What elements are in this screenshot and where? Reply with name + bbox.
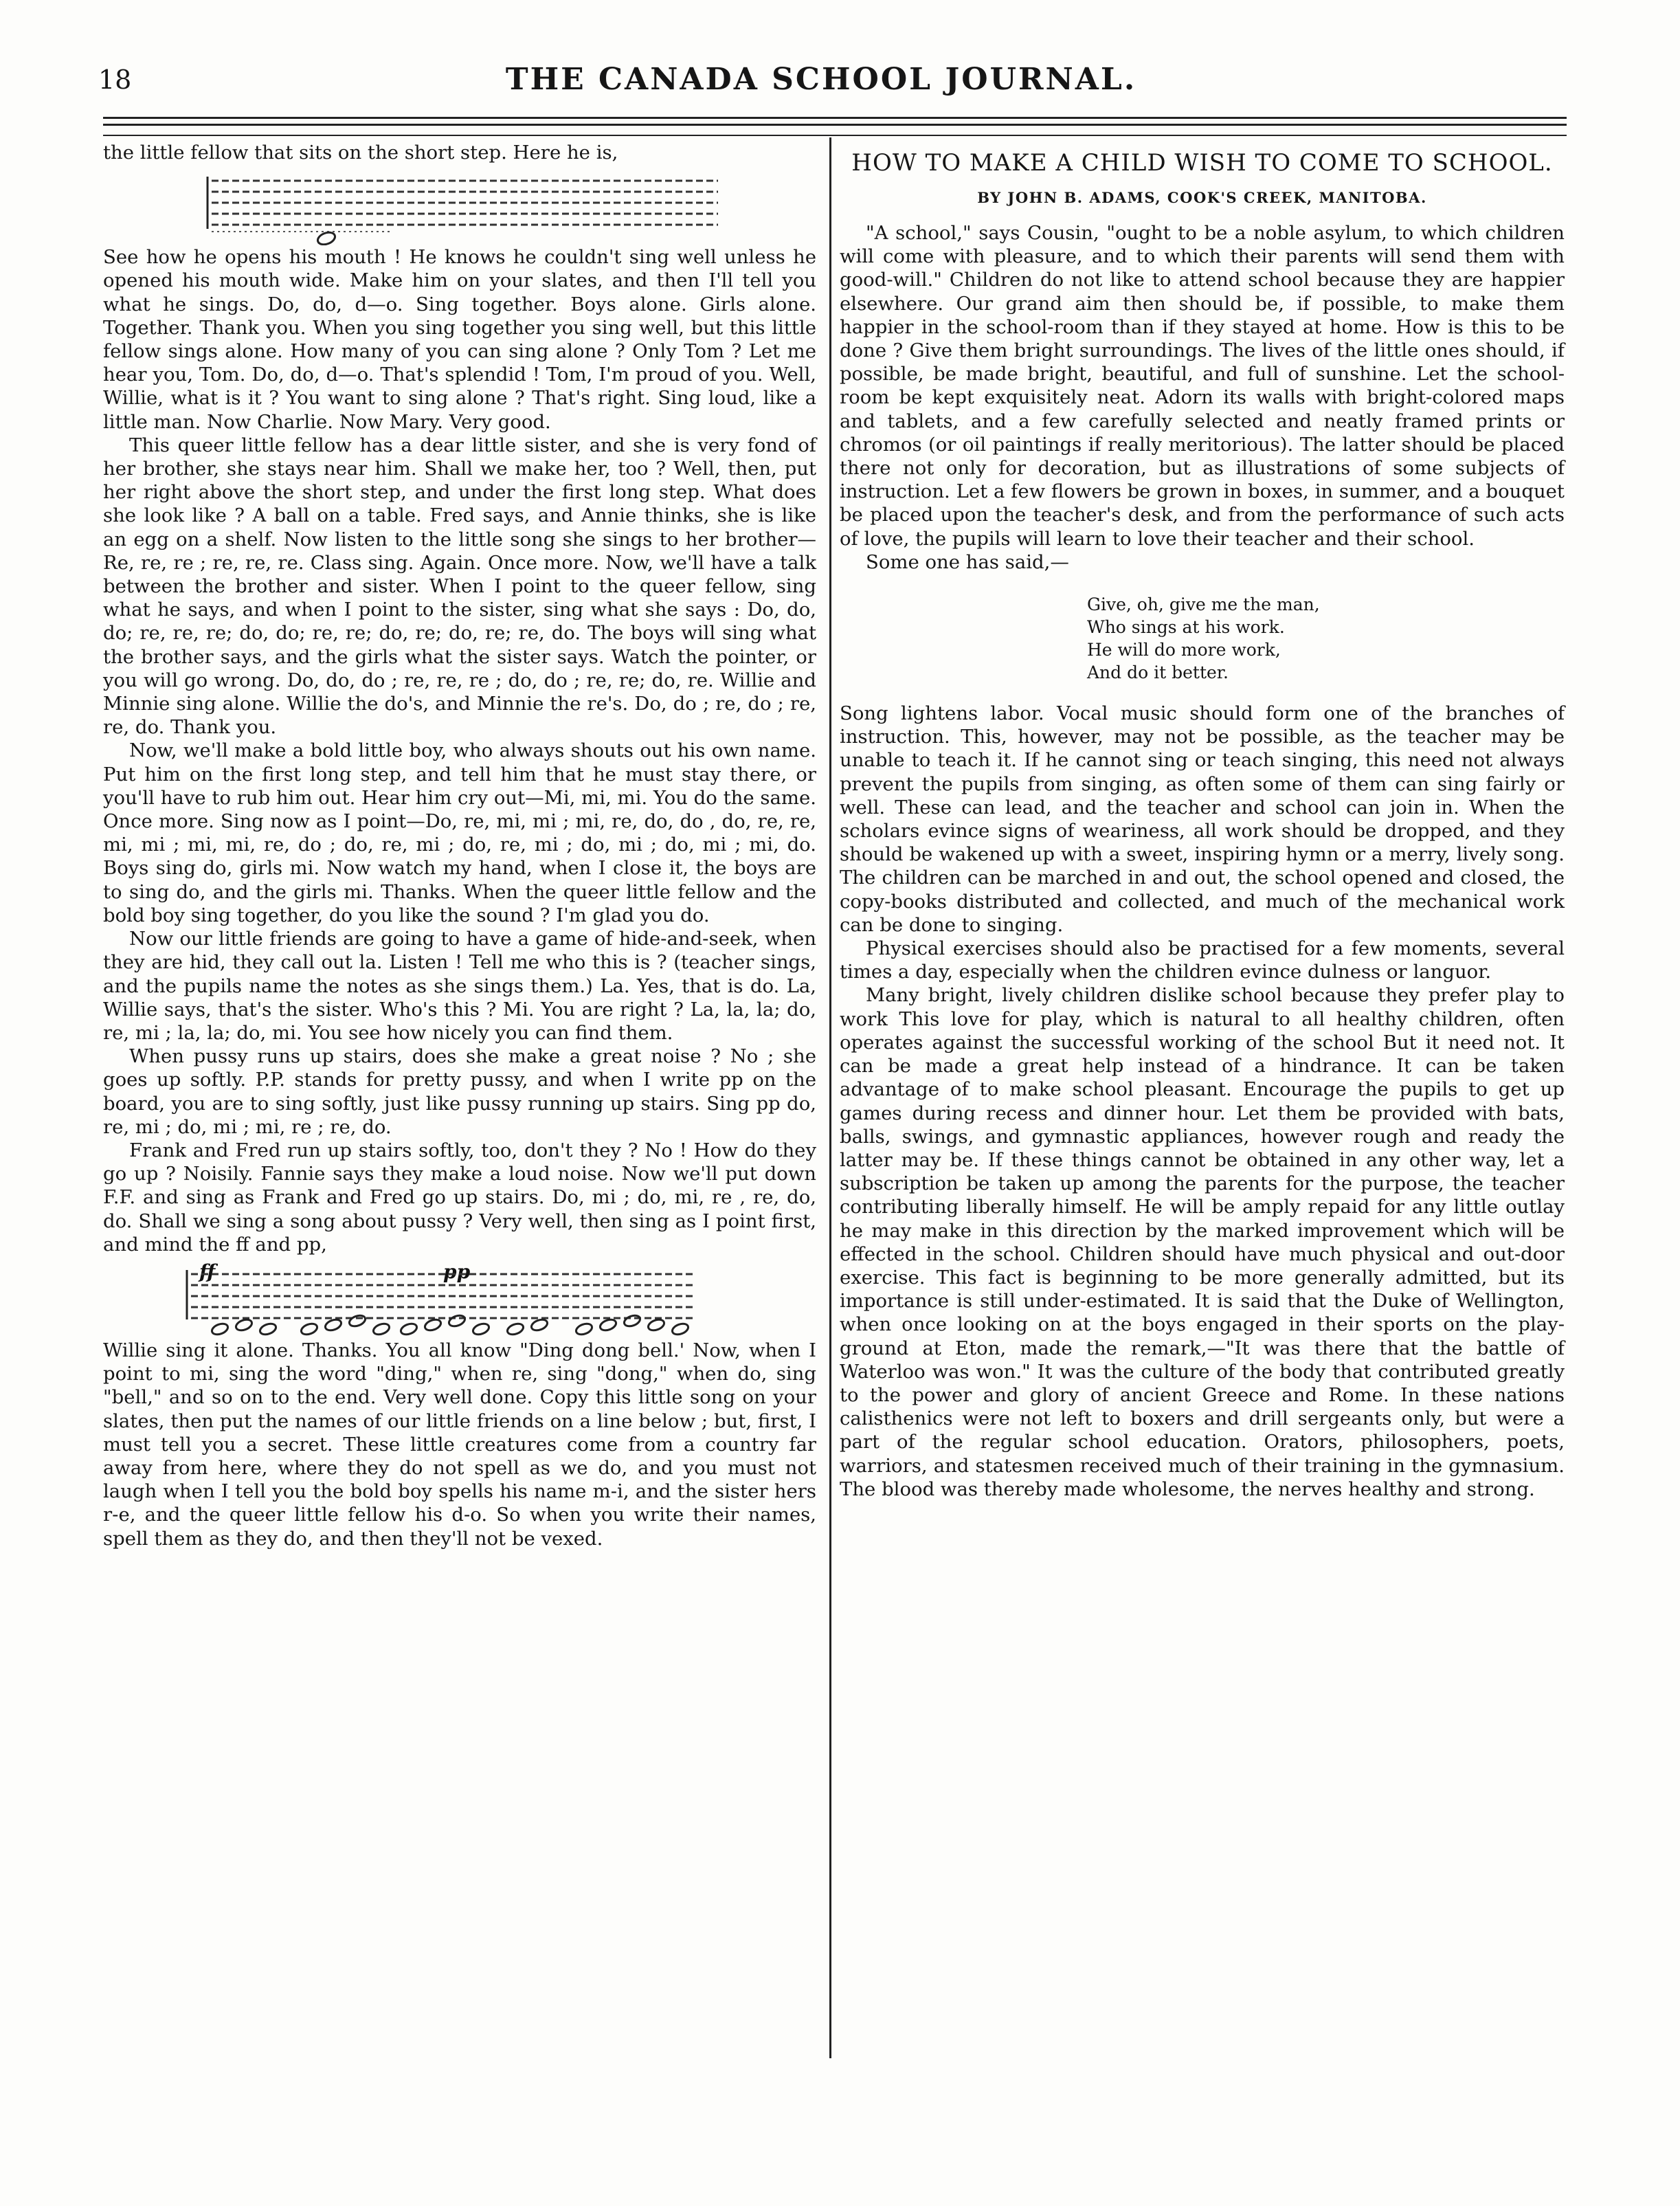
right-paragraph-4: Physical exercises should also be practised for a few moments, several times a day, especially when the children evince dulness or languor. xyxy=(840,937,1565,983)
right-column xyxy=(840,141,1565,1501)
whole-note xyxy=(210,1322,229,1336)
ff-dynamic-mark: ff xyxy=(199,1260,216,1283)
whole-note xyxy=(598,1317,617,1332)
quoted-verse xyxy=(1087,593,1565,684)
whole-note xyxy=(574,1322,593,1336)
left-column xyxy=(103,141,816,1550)
whole-note xyxy=(258,1322,277,1336)
right-paragraph-5: Many bright, lively children dislike school because they prefer play to work This love for play, which is natural to all healthy children, often operates against the successful working of the school But it need not. It can be made a great help instead of a hindrance. It can be taken advantage of to make school pleasant. Encourage the pupils to get up games during recess and dinner hour. Let them be provided with bats, balls, swings, and gymnastic appliances, however rough and ready the latter may be. If these things cannot be obtained in any other way, let a subscription be taken up among the parents for the purpose, the teacher contributing liberally himself. He will be amply repaid for any little outlay he may make in this direction by the marked improvement which will be effected in the school. Children should have much physical and out-door exercise. This fact is beginning to be more generally admitted, but its importance is still under-estimated. It is said that the Duke of Wellington, when once looking on at the boys engaged in their sports on the play-ground at Eton, made the remark,—"It was there that the battle of Waterloo was won." It was the culture of the body that contributed greatly to the power and glory of ancient Greece and Rome. In these nations calisthenics were not left to boxers and drill sergeants only, but were a part of the regular school education. Orators, philosophers, poets, warriors, and statesmen received much of their training in the gymnasium. The blood was thereby made wholesome, the nerves healthy and strong. xyxy=(840,984,1565,1500)
left-paragraph-4: Now, we'll make a bold little boy, who always shouts out his own name. Put him on the first long step, and tell him that he must stay there, or you'll have to rub him out. Hear him cry out—Mi, mi, mi. You do the same. Once more. Sing now as I point—Do, re, mi, mi ; mi, re, do, do , do, re, re, mi, mi ; mi, mi, re, do ; do, re, mi ; do, re, mi ; do, mi ; do, mi ; mi, do. Boys sing do, girls mi. Now watch my hand, when I close it, the boys are to sing do, and the girls mi. Thanks. When the queer little fellow and the bold boy sing together, do you like the sound ? I'm glad you do. xyxy=(103,739,816,926)
page-header xyxy=(79,60,1563,109)
whole-note xyxy=(300,1322,318,1336)
whole-note xyxy=(530,1317,548,1332)
whole-note xyxy=(348,1313,366,1328)
header-rule-top xyxy=(103,117,1567,119)
whole-note xyxy=(647,1317,665,1332)
whole-note xyxy=(471,1322,490,1336)
whole-note xyxy=(423,1317,442,1332)
left-paragraph-7: Frank and Fred run up stairs softly, too, don't they ? No ! How do they go up ? Noisily. Fannie says they make a loud noise. Now we'll put down F.F. and sing as Frank and Fred go up stairs. Do, mi ; do, mi, re , re, do, do. Shall we sing a song about pussy ? Very well, then sing as I point first, and mind the ff and pp, xyxy=(103,1139,816,1256)
left-paragraph-3: This queer little fellow has a dear little sister, and she is very fond of her brother, she stays near him. Shall we make her, too ? Well, then, put her right above the short step, and under the first long step. What does she look like ? A ball on a table. Fred says, and Annie thinks, she is like an egg on a shelf. Now listen to the little song she sings to her brother—Re, re, re ; re, re, re. Class sing. Again. Once more. Now, we'll have a talk between the brother and sister. When I point to the queer fellow, sing what he says, and when I point to the sister, sing what she says : Do, do, do; re, re, re; do, do; re, re; do, re; do, re; re, do. The boys will sing what the brother says, and the girls what the sister says. Watch the pointer, or you will go wrong. Do, do, do ; re, re, re ; do, do ; re, re; do, re. Willie and Minnie sing alone. Willie the do's, and Minnie the re's. Do, do ; re, do ; re, re, do. Thank you. xyxy=(103,434,816,739)
pp-dynamic-mark: pp xyxy=(443,1260,471,1283)
journal-title: THE CANADA SCHOOL JOURNAL. xyxy=(505,62,1137,97)
whole-note xyxy=(372,1322,390,1336)
page-number: 18 xyxy=(98,65,132,95)
staff-2-drawing xyxy=(103,1256,790,1339)
staff-1-drawing xyxy=(103,164,721,245)
left-paragraph-8: Willie sing it alone. Thanks. You all know "Ding dong bell.' Now, when I point to mi, sing the word "ding," when re, sing "dong," when do, sing "bell," and so on to the end. Very well done. Copy this little song on your slates, then put the names of our little friends on a line below ; but, first, I must tell you a secret. These little creatures come from a country far away from here, where they do not spell as we do, and you must not laugh when I tell you the bold boy spells his name m-i, and the sister hers r-e, and the queer little fellow his d-o. So when you write their names, spell them as they do, and then they'll not be vexed. xyxy=(103,1339,816,1550)
whole-note xyxy=(623,1313,641,1328)
whole-note xyxy=(506,1322,524,1336)
music-staff-1 xyxy=(103,164,816,245)
right-paragraph-2: Some one has said,— xyxy=(866,550,1069,573)
header-rule-third xyxy=(103,135,1567,136)
music-staff-2 xyxy=(103,1256,816,1339)
left-paragraph-1: the little fellow that sits on the short step. Here he is, xyxy=(103,142,618,164)
verse-line: He will do more work, xyxy=(1087,640,1281,660)
header-rule-bottom xyxy=(103,124,1567,126)
article-title: HOW TO MAKE A CHILD WISH TO COME TO SCHOOL. xyxy=(851,149,1553,177)
right-paragraph-1: "A school," says Cousin, "ought to be a noble asylum, to which children will come with pleasure, and to which their parents will send them with good-will." Children do not like to attend school because they are happier elsewhere. Our grand aim then should be, if possible, to make them happier in the school-room than if they stayed at home. How is this to be done ? Give them bright surroundings. The lives of the little ones should, if possible, be made bright, beautiful, and full of sunshine. Let the school-room be kept exquisitely neat. Adorn its walls with bright-colored maps and tablets, and a few carefully selected and neatly framed prints or chromos (or oil paintings if really meritorious). The latter should be placed there not only for decoration, but as illustrations of some subjects of instruction. Let a few flowers be grown in boxes, in summer, and a bouquet be placed upon the teacher's desk, and from the performance of such acts of love, the pupils will learn to love their teacher and their school. xyxy=(840,222,1565,550)
whole-note xyxy=(324,1317,342,1332)
column-divider xyxy=(829,137,831,2058)
article-byline: BY JOHN B. ADAMS, COOK'S CREEK, MANITOBA. xyxy=(977,189,1427,206)
whole-note xyxy=(447,1313,466,1328)
staff-2-notes xyxy=(210,1313,689,1336)
verse-line: Who sings at his work. xyxy=(1087,617,1285,638)
verse-line: And do it better. xyxy=(1087,662,1229,683)
left-paragraph-5: Now our little friends are going to have a game of hide-and-seek, when they are hid, they call out la. Listen ! Tell me who this is ? (teacher sings, and the pupils name the notes as she sings them.) La. Yes, that is do. La, Willie says, that's the sister. Who's this ? Mi. You are right ? La, la, la; do, re, mi ; la, la; do, mi. You see how nicely you can find them. xyxy=(103,928,816,1044)
note-do xyxy=(316,230,337,245)
whole-note xyxy=(399,1322,418,1336)
right-paragraph-3: Song lightens labor. Vocal music should form one of the branches of instruction. This, however, may not be possible, as the teacher may be unable to teach it. If he cannot sing or teach singing, this need not always prevent the pupils from singing, as often some of them can sing fairly or well. These can lead, and the teacher and school can join in. When the scholars evince signs of weariness, all work should be dropped, and they should be wakened up with a sweet, inspiring hymn or a merry, lively song. The children can be marched in and out, the school opened and closed, the copy-books distributed and collected, and much of the mechanical work can be done to singing. xyxy=(840,702,1565,936)
left-paragraph-6: When pussy runs up stairs, does she make a great noise ? No ; she goes up softly. P.P. stands for pretty pussy, and when I write pp on the board, you are to sing softly, just like pussy running up stairs. Sing pp do, re, mi ; do, mi ; mi, re ; re, do. xyxy=(103,1045,816,1138)
whole-note xyxy=(671,1322,689,1336)
whole-note xyxy=(234,1317,253,1332)
verse-line: Give, oh, give me the man, xyxy=(1087,594,1320,615)
left-paragraph-2: See how he opens his mouth ! He knows he couldn't sing well unless he opened his mouth wide. Make him on your slates, and then I'll tell you what he sings. Do, do, d—o. Sing together. Boys alone. Girls alone. Together. Thank you. When you sing together you sing well, but this little fellow sings alone. How many of you can sing alone ? Only Tom ? Let me hear you, Tom. Do, do, d—o. That's splendid ! Tom, I'm proud of you. Well, Willie, what is it ? You want to sing alone ? That's right. Sing loud, like a little man. Now Charlie. Now Mary. Very good. xyxy=(103,246,816,433)
